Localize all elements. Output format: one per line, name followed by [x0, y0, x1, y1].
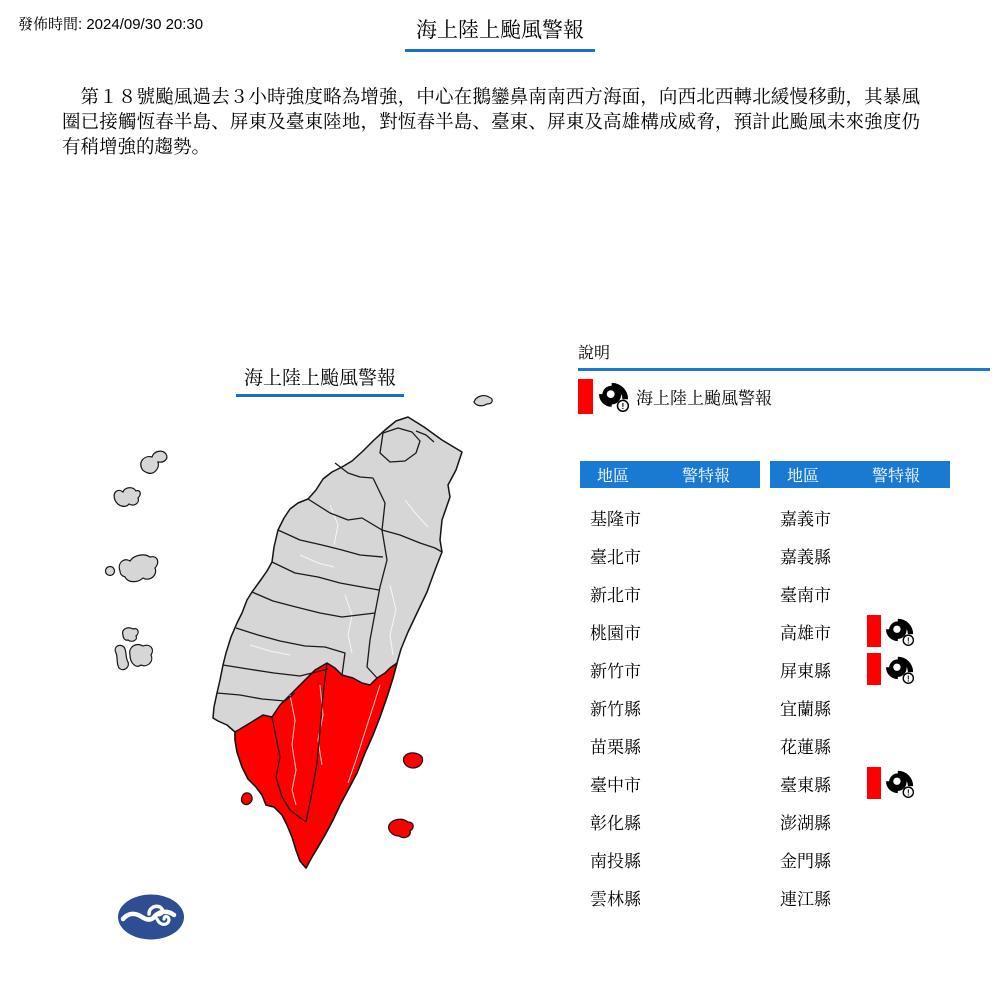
table-row [770, 498, 950, 536]
legend-item-label: 海上陸上颱風警報 [636, 388, 772, 408]
column-header-region: 地區 [597, 468, 630, 485]
warning-tables [580, 461, 950, 916]
svg-text:!: ! [907, 636, 910, 646]
region-label: 宜蘭縣 [780, 699, 831, 719]
table-row [770, 574, 950, 612]
page-title: 海上陸上颱風警報 [405, 14, 595, 52]
table-row [770, 764, 950, 802]
typhoon-icon [886, 767, 914, 799]
table-row [770, 726, 950, 764]
region-label: 臺東縣 [780, 775, 831, 795]
region-label: 臺北市 [590, 547, 641, 567]
island-penghu-main [130, 645, 153, 667]
table-row [580, 650, 760, 688]
table-row [770, 878, 950, 916]
table-row [580, 726, 760, 764]
column-header-warning: 警特報 [872, 468, 921, 485]
warning-description: 第１８號颱風過去３小時強度略為增強，中心在鵝鑾鼻南南西方海面，向西北西轉北緩慢移動，其暴風圈已接觸恆春半島、屏東及臺東陸地，對恆春半島、臺東、屏東及高雄構成威脅，預計此颱風未來強度仍有稍增強的趨勢。 [62, 86, 920, 157]
region-label: 新北市 [590, 585, 641, 605]
svg-text:!: ! [907, 788, 910, 798]
region-label: 南投縣 [590, 851, 641, 871]
table-row [770, 688, 950, 726]
warning-color-bar [578, 379, 593, 414]
island-penghu-north [123, 628, 138, 641]
islet-green-island [404, 753, 423, 768]
table-row [580, 574, 760, 612]
map-title: 海上陸上颱風警報 [236, 363, 404, 397]
island-pengjia [474, 396, 492, 406]
region-label: 臺南市 [780, 585, 831, 605]
warning-color-bar [867, 653, 881, 685]
publish-time: 發佈時間: 2024/09/30 20:30 [18, 16, 204, 33]
islet-lieyu [106, 567, 115, 576]
cwa-logo [116, 893, 186, 941]
island-penghu-west [115, 645, 128, 669]
typhoon-warning-badge [867, 767, 914, 799]
legend-divider [578, 368, 990, 371]
typhoon-warning-badge [867, 615, 914, 647]
column-header-warning: 警特報 [682, 468, 731, 485]
table-row [770, 840, 950, 878]
table-row [580, 688, 760, 726]
warning-color-bar [867, 767, 881, 799]
table-row [580, 840, 760, 878]
typhoon-icon [886, 615, 914, 647]
svg-text:!: ! [621, 401, 625, 412]
table-row [580, 878, 760, 916]
region-label: 彰化縣 [590, 813, 641, 833]
warning-table-right [770, 461, 950, 916]
region-label: 連江縣 [780, 889, 831, 909]
region-label: 屏東縣 [780, 661, 831, 681]
region-label: 嘉義縣 [780, 547, 831, 567]
islet-liuqiu [241, 793, 252, 805]
legend [578, 340, 990, 414]
legend-title: 說明 [578, 345, 611, 362]
table-body [770, 498, 950, 916]
table-row [580, 498, 760, 536]
legend-item [578, 378, 990, 414]
region-label: 基隆市 [590, 509, 641, 529]
region-label: 臺中市 [590, 775, 641, 795]
islet-lanyu [389, 819, 414, 837]
table-row [770, 612, 950, 650]
column-header-region: 地區 [787, 468, 820, 485]
table-row [580, 536, 760, 574]
table-row [580, 764, 760, 802]
table-row [580, 612, 760, 650]
svg-text:!: ! [907, 674, 910, 684]
page-title-wrap [0, 14, 1000, 52]
table-header [770, 461, 950, 488]
typhoon-icon [886, 653, 914, 685]
table-row [580, 802, 760, 840]
region-label: 苗栗縣 [590, 737, 641, 757]
region-label: 花蓮縣 [780, 737, 831, 757]
region-label: 高雄市 [780, 623, 831, 643]
warning-table-left [580, 461, 760, 916]
table-body [580, 498, 760, 916]
table-row [770, 650, 950, 688]
region-label: 新竹市 [590, 661, 641, 681]
island-matsu [141, 451, 167, 473]
island-wuqiu [114, 488, 140, 507]
region-label: 新竹縣 [590, 699, 641, 719]
warning-color-bar [867, 615, 881, 647]
region-label: 嘉義市 [780, 509, 831, 529]
table-row [770, 536, 950, 574]
table-row [770, 802, 950, 840]
table-header [580, 461, 760, 488]
island-kinmen [119, 555, 157, 582]
region-label: 桃園市 [590, 623, 641, 643]
typhoon-warning-badge [867, 653, 914, 685]
typhoon-icon [599, 380, 629, 412]
taiwan-warning-map [90, 385, 510, 965]
region-label: 金門縣 [780, 851, 831, 871]
region-label: 雲林縣 [590, 889, 641, 909]
region-label: 澎湖縣 [780, 813, 831, 833]
